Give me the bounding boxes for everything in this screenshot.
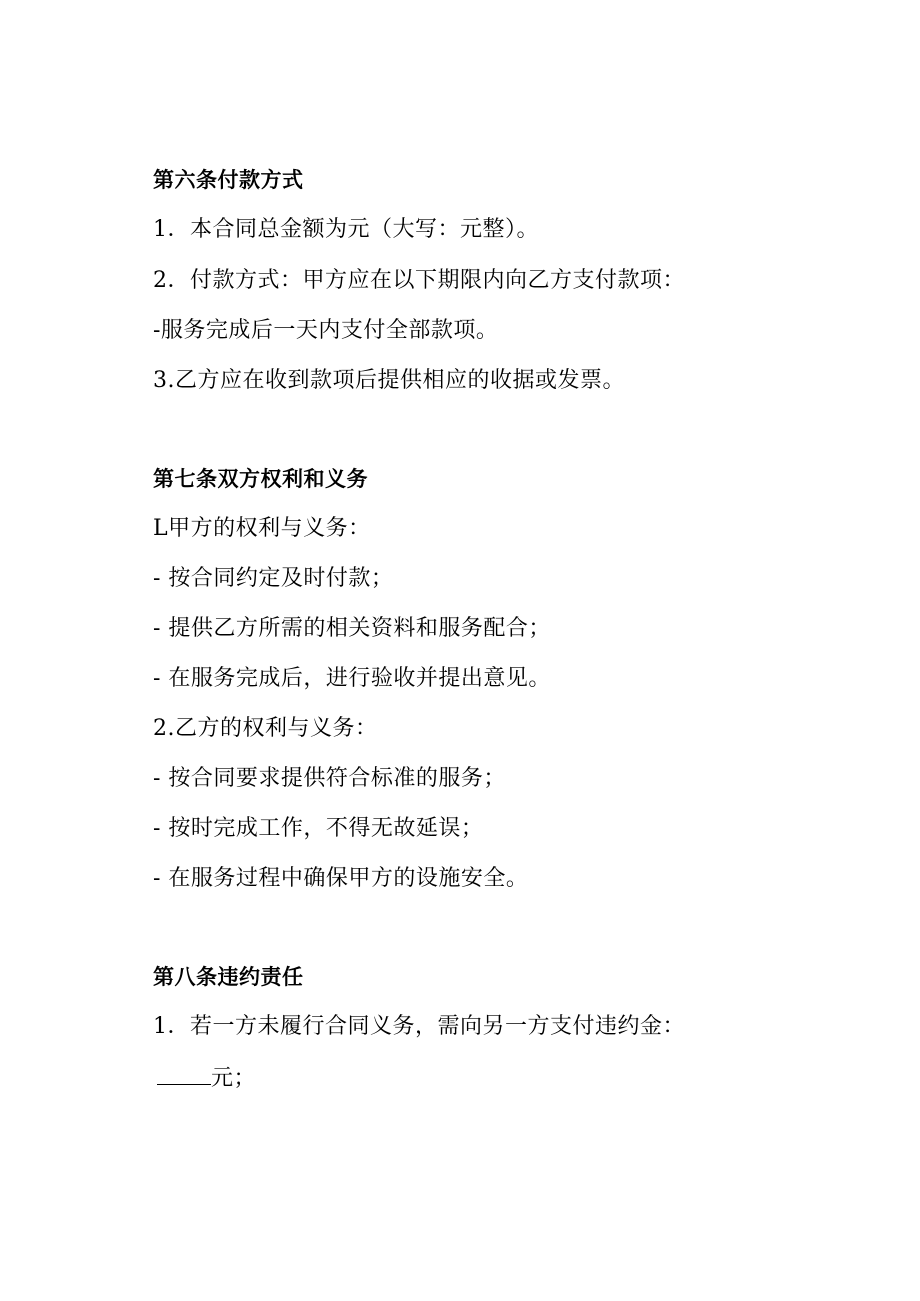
section-7-item-7: - 按时完成工作，不得无故延误； — [153, 816, 484, 841]
section-7-item-1: L甲方的权利与义务： — [153, 516, 371, 541]
section-7-title: 第七条双方权利和义务 — [153, 467, 368, 491]
section-7-item-3: - 提供乙方所需的相关资料和服务配合； — [153, 616, 551, 641]
section-7-item-4: - 在服务完成后，进行验收并提出意见。 — [153, 666, 551, 691]
section-6-item-3: -服务完成后一天内支付全部款项。 — [153, 318, 499, 343]
section-6-title: 第六条付款方式 — [153, 168, 304, 192]
section-8-item-2 — [153, 1062, 256, 1094]
section-8-title: 第八条违约责任 — [153, 965, 304, 989]
section-7-item-8: - 在服务过程中确保甲方的设施安全。 — [153, 866, 529, 891]
section-6-item-4: 3.乙方应在收到款项后提供相应的收据或发票。 — [153, 368, 625, 393]
section-6-item-2: 2．付款方式：甲方应在以下期限内向乙方支付款项： — [153, 268, 685, 293]
section-8-item-1: 1．若一方未履行合同义务，需向另一方支付违约金： — [153, 1014, 685, 1039]
amount-unit-text: 元； — [211, 1066, 257, 1091]
section-7-item-2: - 按合同约定及时付款； — [153, 566, 394, 591]
section-6-item-1: 1．本合同总金额为元（大写：元整）。 — [153, 217, 539, 242]
amount-blank-line — [157, 1062, 211, 1085]
section-7-item-5: 2.乙方的权利与义务： — [153, 716, 378, 741]
section-7-item-6: - 按合同要求提供符合标准的服务； — [153, 766, 506, 791]
